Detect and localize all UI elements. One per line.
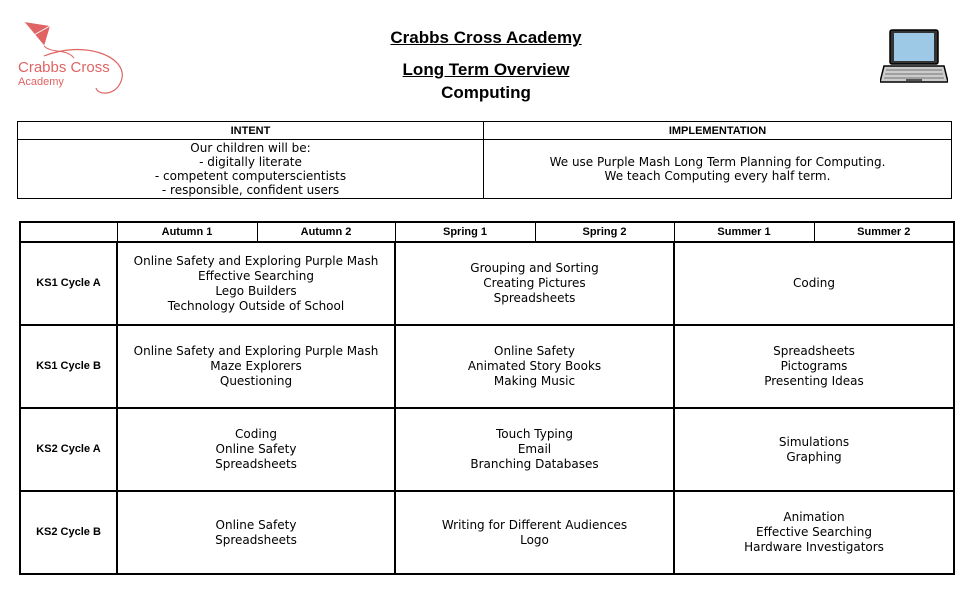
column-header: Autumn 2 (257, 222, 395, 242)
topic: Online Safety (215, 517, 297, 532)
topic: Hardware Investigators (744, 540, 884, 554)
spring-cell (395, 491, 674, 574)
topic: Animation (783, 510, 845, 524)
topic: Questioning (219, 374, 293, 388)
column-header: Spring 1 (395, 222, 535, 242)
topic: Animated Story Books (467, 359, 602, 373)
intent-line: - digitally literate (199, 155, 302, 169)
topic: Logo (520, 532, 549, 547)
topic: Coding (235, 427, 277, 441)
intent-line: - competent computerscientists (154, 169, 347, 183)
topic: Simulations (778, 434, 850, 449)
spring-cell (395, 325, 674, 408)
subject-title: Computing (441, 83, 531, 102)
school-logo (14, 20, 129, 98)
topic: Grouping and Sorting (470, 261, 599, 275)
topic: Making Music (493, 374, 576, 388)
row-label: KS1 Cycle A (20, 242, 117, 325)
topic: Branching Databases (470, 457, 599, 471)
summer-cell (674, 325, 954, 408)
topic: Coding (793, 276, 835, 290)
table-row (20, 325, 954, 408)
intent-header: INTENT (18, 122, 484, 140)
topic: Maze Explorers (210, 359, 302, 373)
spring-cell (395, 242, 674, 325)
implementation-line: We use Purple Mash Long Term Planning for Computing. (549, 155, 886, 169)
table-row (20, 491, 954, 574)
autumn-cell (117, 325, 395, 408)
laptop-icon (880, 28, 948, 86)
topic: Email (517, 442, 552, 456)
school-title: Crabbs Cross Academy (390, 28, 582, 47)
intent-line: - responsible, confident users (161, 183, 340, 197)
implementation-cell (484, 140, 952, 199)
topic: Graphing (786, 449, 842, 464)
column-header: Summer 2 (814, 222, 954, 242)
topic: Spreadsheets (215, 532, 297, 547)
topic: Spreadsheets (493, 291, 576, 305)
autumn-cell (117, 408, 395, 491)
page-header (300, 28, 672, 103)
table-row (20, 408, 954, 491)
topic: Technology Outside of School (167, 298, 345, 313)
table-row (20, 242, 954, 325)
topic: Lego Builders (215, 283, 297, 298)
topic: Pictograms (780, 359, 848, 373)
topic: Effective Searching (198, 268, 314, 283)
row-label: KS2 Cycle B (20, 491, 117, 574)
autumn-cell (117, 242, 395, 325)
implementation-line: We teach Computing every half term. (604, 169, 831, 183)
summer-cell (674, 491, 954, 574)
topic: Spreadsheets (773, 344, 855, 358)
topic: Spreadsheets (215, 457, 297, 471)
topic: Writing for Different Audiences (441, 517, 628, 532)
column-header: Summer 1 (674, 222, 814, 242)
intent-cell (18, 140, 484, 199)
topic: Online Safety (215, 442, 297, 456)
doc-title: Long Term Overview (402, 60, 570, 79)
row-label: KS2 Cycle A (20, 408, 117, 491)
logo-sub: Academy (18, 76, 64, 88)
topic: Touch Typing (496, 427, 573, 441)
intent-line: Our children will be: (190, 141, 311, 155)
topic: Effective Searching (756, 525, 872, 539)
row-label: KS1 Cycle B (20, 325, 117, 408)
topic: Online Safety (494, 344, 575, 358)
column-header: Autumn 1 (117, 222, 257, 242)
curriculum-table (19, 221, 955, 575)
implementation-header: IMPLEMENTATION (484, 122, 952, 140)
topic: Online Safety and Exploring Purple Mash (133, 344, 379, 358)
summer-cell (674, 408, 954, 491)
summer-cell (674, 242, 954, 325)
spring-cell (395, 408, 674, 491)
column-header: Spring 2 (535, 222, 674, 242)
topic: Online Safety and Exploring Purple Mash (133, 253, 379, 268)
intent-implementation-table (17, 121, 952, 199)
column-header (20, 222, 117, 242)
topic: Presenting Ideas (764, 374, 864, 388)
autumn-cell (117, 491, 395, 574)
logo-name: Crabbs Cross (18, 59, 110, 76)
topic: Creating Pictures (483, 276, 586, 290)
